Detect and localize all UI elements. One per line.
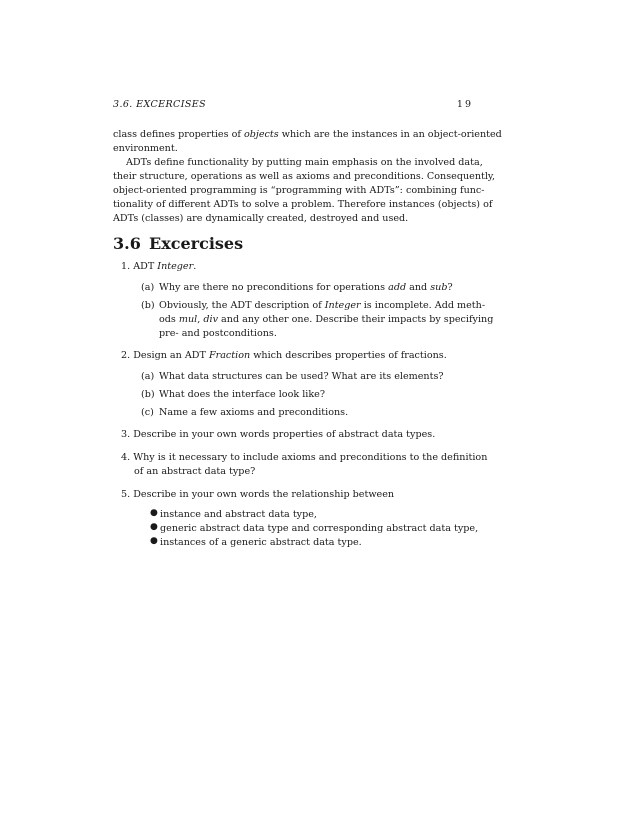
page-number: 19 <box>456 99 473 110</box>
exercise-2b-label: (b) <box>141 389 155 400</box>
intro-line-5: object-oriented programming is “programming with ADTs”: combining func- <box>113 185 485 196</box>
exercise-3: 3. Describe in your own words properties of abstract data types. <box>121 429 436 440</box>
exercise-4-line-1: 4. Why is it necessary to include axioms and preconditions to the definition <box>121 452 488 463</box>
intro-line-3: ADTs define functionality by putting main emphasis on the involved data, <box>126 157 483 168</box>
exercise-1a: Why are there no preconditions for operations add and sub? <box>159 282 453 293</box>
exercise-1b-line-2: ods mul, div and any other one. Describe their impacts by specifying <box>159 314 494 325</box>
exercise-2c: Name a few axioms and preconditions. <box>159 407 349 418</box>
exercise-2: 2. Design an ADT Fraction which describes properties of fractions. <box>121 350 447 361</box>
header-section: 3.6. EXCERCISES <box>113 99 207 110</box>
exercise-1a-label: (a) <box>141 282 155 293</box>
exercise-2b: What does the interface look like? <box>159 389 325 400</box>
exercise-1b-line-3: pre- and postconditions. <box>159 328 277 339</box>
exercise-1b-line-1: Obviously, the ADT description of Integer is incomplete. Add meth- <box>159 300 486 311</box>
intro-line-2: environment. <box>113 143 178 154</box>
intro-line-1: class defines properties of objects which are the instances in an object-oriented <box>113 129 502 140</box>
intro-line-4: their structure, operations as well as axioms and preconditions. Consequently, <box>113 171 496 182</box>
intro-line-7: ADTs (classes) are dynamically created, destroyed and used. <box>113 213 409 224</box>
intro-line-6: tionality of different ADTs to solve a problem. Therefore instances (objects) of <box>113 199 493 210</box>
section-number: 3.6 <box>113 234 141 253</box>
section-heading <box>113 234 243 253</box>
section-title: Excercises <box>149 234 244 253</box>
bullet-icon: ● <box>150 536 158 546</box>
bullet-item-2: generic abstract data type and corresponding abstract data type, <box>160 523 479 534</box>
exercise-2a-label: (a) <box>141 371 155 382</box>
exercise-1: 1. ADT Integer. <box>121 261 197 272</box>
exercise-4-line-2: of an abstract data type? <box>134 466 256 477</box>
bullet-item-1: instance and abstract data type, <box>160 509 317 520</box>
exercise-5: 5. Describe in your own words the relationship between <box>121 489 395 500</box>
running-header <box>113 99 473 110</box>
exercise-1b-label: (b) <box>141 300 155 311</box>
exercise-2a: What data structures can be used? What are its elements? <box>159 371 444 382</box>
bullet-icon: ● <box>150 522 158 532</box>
bullet-item-3: instances of a generic abstract data type. <box>160 537 362 548</box>
exercise-2c-label: (c) <box>141 407 154 418</box>
bullet-icon: ● <box>150 508 158 518</box>
